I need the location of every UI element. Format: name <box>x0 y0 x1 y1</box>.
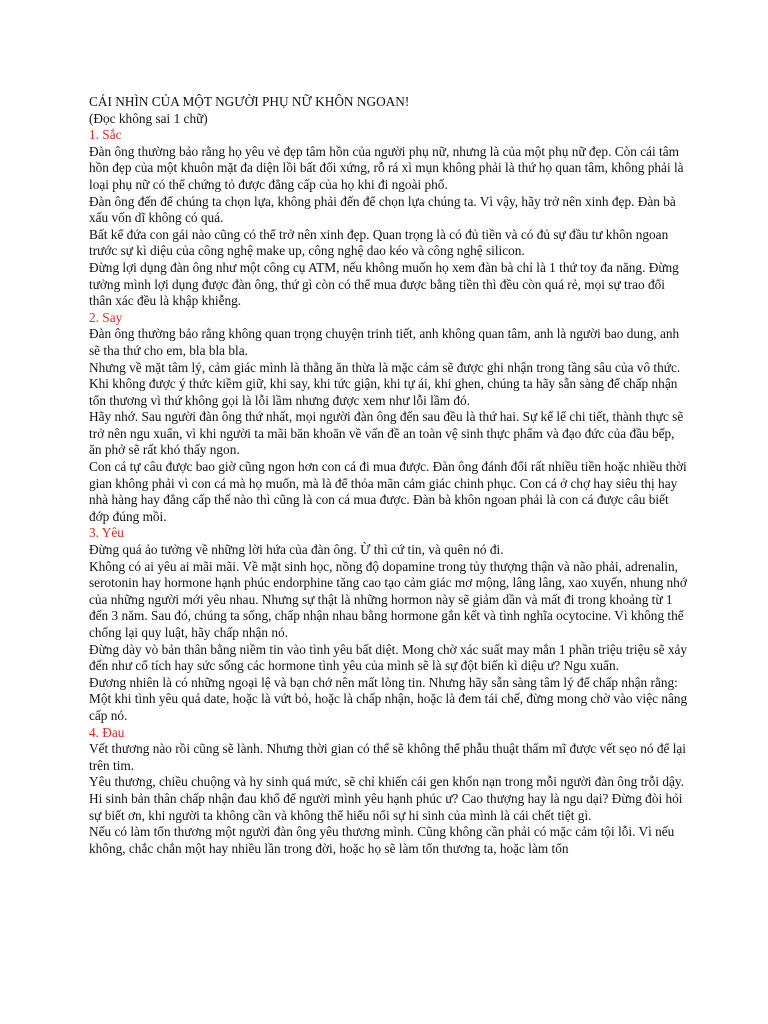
paragraph: Đàn ông đến để chúng ta chọn lựa, không phải đến để chọn lựa chúng ta. Vì vậy, hãy trở nên xinh đẹp. Đàn bà xấu vốn dĩ không có quá. <box>89 193 676 226</box>
paragraph: Đàn ông thường bảo rằng họ yêu vẻ đẹp tâm hồn của người phụ nữ, nhưng là của một phụ nữ đẹp. Còn cái tâm hồn đẹp của một khuôn mặt đa diện lồi bất đối xứng, rỗ rá xì mụn không phải là thứ họ quan tâm, không phải là loại phụ nữ có thể chứng tỏ được đẳng cấp của họ khi đi ngoài phố. <box>89 143 684 192</box>
document-body <box>89 94 689 857</box>
section-heading-yeu: 3. Yêu <box>89 525 124 541</box>
paragraph: Đừng lợi dụng đàn ông như một công cụ ATM, nếu không muốn họ xem đàn bà chỉ là 1 thứ toy đa năng. Đừng tưởng mình lợi dụng được đàn ông, thứ gì còn có thể mua được bằng tiền thì đều còn quá rẻ, mọi sự trao đổi thân xác đều là khập khiễng. <box>89 259 679 309</box>
paragraph: Đừng quá ảo tưởng về những lời hứa của đàn ông. Ừ thì cứ tin, và quên nó đi. <box>89 542 504 558</box>
section-heading-sac: 1. Sắc <box>89 127 122 143</box>
paragraph: Con cá tự câu được bao giờ cũng ngon hơn con cá đi mua được. Đàn ông đánh đổi rất nhiều tiền hoặc nhiều thời gian không phải vì con cá mà họ muốn, mà là để thỏa mãn cảm giác chinh phục. Con cá ở chợ hay siêu thị hay nhà hàng hay đẳng cấp thế nào thì cũng là con cá mua được. Đàn bà khôn ngoan phải là con cá được câu biết đớp đúng mồi. <box>89 459 687 524</box>
paragraph: Đừng dày vò bản thân bằng niềm tin vào tình yêu bất diệt. Mong chờ xác suất may mắn 1 phần triệu triệu sẽ xảy đến như cổ tích hay sức sống các hormone tình yêu của mình sẽ là sự đột biến kì diệu ư? Ngu xuẩn. <box>89 641 688 674</box>
section-heading-dau: 4. Đau <box>89 724 125 740</box>
paragraph: Đàn ông thường bảo rằng không quan trọng chuyện trinh tiết, anh không quan tâm, anh là người bao dung, anh sẽ tha thứ cho em, bla bla bla. <box>89 326 680 358</box>
document-title: CÁI NHÌN CỦA MỘT NGƯỜI PHỤ NỮ KHÔN NGOAN! <box>89 94 410 109</box>
paragraph: Nhưng về mặt tâm lý, cảm giác mình là thằng ăn thừa là mặc cảm sẽ được ghi nhận trong tầng sâu của vô thức. Khi không được ý thức kiềm giữ, khi say, khi tức giận, khi tự ái, khi ghen, chúng ta hãy sẵn sàng để chấp nhận tổn thương vì thứ không gọi là lỗi lầm nhưng được xem như lỗi lầm đó. <box>89 359 681 408</box>
paragraph: Nếu có làm tổn thương một người đàn ông yêu thương mình. Cũng không cần phải có mặc cảm tội lỗi. Vì nếu không, chắc chắn một hay nhiều lần trong đời, hoặc họ sẽ làm tổn thương ta, hoặc làm tổn <box>89 824 675 856</box>
paragraph: Yêu thương, chiều chuộng và hy sinh quá mức, sẽ chỉ khiến cái gen khốn nạn trong mỗi người đàn ông trỗi dậy. Hi sinh bản thân chấp nhận đau khổ để người mình yêu hạnh phúc ư? Cao thượng hay là ngu dại? Đừng đòi hỏi sự biết ơn, khi người ta không cần và không thể hiểu nổi sự hi sinh của mình là cái chết tiệt gì. <box>89 774 685 823</box>
paragraph: Đương nhiên là có những ngoại lệ và bạn chớ nên mất lòng tin. Nhưng hãy sẵn sàng tâm lý để chấp nhận rằng: Một khi tình yêu quá date, hoặc là vứt bỏ, hoặc là chấp nhận, hoặc là đem tái chế, đừng mong chờ vào việc nâng cấp nó. <box>89 674 688 723</box>
paragraph: Không có ai yêu ai mãi mãi. Về mặt sinh học, nồng độ dopamine trong tủy thượng thận và não phải, adrenalin, serotonin hay hormone hạnh phúc endorphine tăng cao tạo cảm giác mơ mộng, lâng lâng, xao xuyến, nhung nhớ của những người mới yêu nhau. Nhưng sự thật là những hormon này sẽ giảm dần và mất đi trong khoảng từ 1 đến 3 năm. Sau đó, chúng ta sống, chấp nhận nhau bằng hormone gắn kết và tình nghĩa ocytocine. Vì không thể chống lại quy luật, hãy chấp nhận nó. <box>89 558 687 640</box>
paragraph: Hãy nhớ. Sau người đàn ông thứ nhất, mọi người đàn ông đến sau đều là thứ hai. Sự kể lể chi tiết, thành thực sẽ trở nên ngu xuẩn, vì khi người ta mãi băn khoăn về vấn đề an toàn vệ sinh thực phẩm và đạo đức của đầu bếp, ăn phở sẽ rất khó thấy ngon. <box>89 409 684 458</box>
section-heading-say: 2. Say <box>89 309 123 325</box>
paragraph: Bất kể đứa con gái nào cũng có thể trở nên xinh đẹp. Quan trọng là có đủ tiền và có đủ sự đầu tư khôn ngoan trước sự kì diệu của công nghệ make up, công nghệ dao kéo và công nghệ silicon. <box>89 226 669 259</box>
document-subtitle: (Đọc không sai 1 chữ) <box>89 110 208 126</box>
paragraph: Vết thương nào rồi cũng sẽ lành. Nhưng thời gian có thể sẽ không thể phẫu thuật thẩm mĩ được vết sẹo nó để lại trên tim. <box>89 741 686 773</box>
